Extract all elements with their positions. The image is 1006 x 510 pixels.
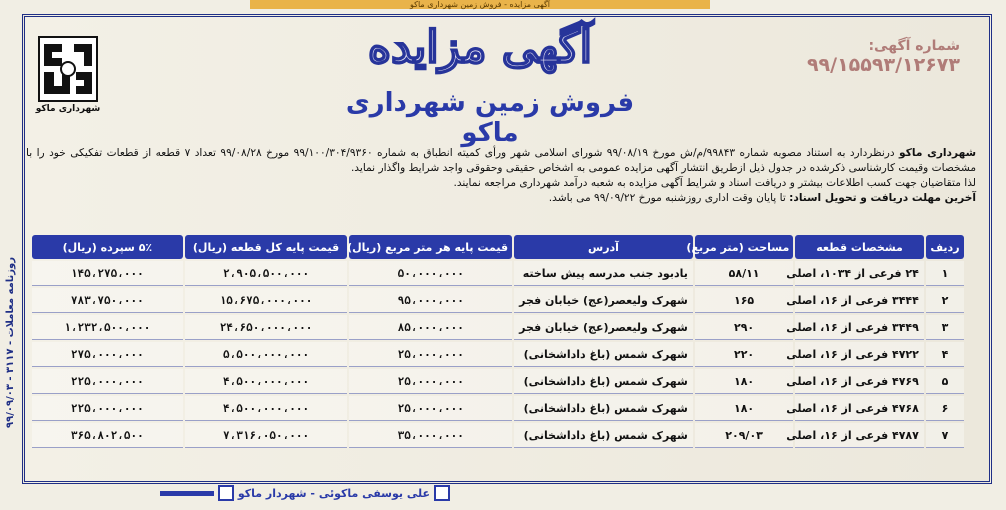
emblem-icon: [38, 36, 98, 102]
signature-footer: [160, 481, 450, 505]
cell-row-number: ۳: [926, 315, 964, 340]
cell-price-per-sqm: ۸۵،۰۰۰،۰۰۰: [349, 315, 512, 340]
side-label-text: روزنامه معاملات - ۳۱۱۷ - ۹۹/۰۹/۰۳: [4, 257, 16, 428]
cell-area: ۵۸/۱۱: [695, 261, 793, 286]
cell-deposit: ۳۶۵،۸۰۲،۵۰۰: [32, 423, 183, 448]
cell-parcel-spec: ۴۷۲۲ فرعی از ۱۶، اصلی: [795, 342, 924, 367]
header-price-per-sqm: قیمت پایه هر متر مربع (ریال): [349, 235, 512, 259]
page-subtitle: فروش زمین شهرداری ماکو: [345, 88, 635, 148]
cell-parcel-spec: ۴۷۸۷ فرعی از ۱۶، اصلی: [795, 423, 924, 448]
municipality-logo: [30, 36, 106, 130]
cell-price-per-sqm: ۲۵،۰۰۰،۰۰۰: [349, 342, 512, 367]
body-paragraph-2: لذا متقاضیان جهت کسب اطلاعات بیشتر و دریافت اسناد و شرایط آگهی مزایده به شعبه درآمد شهرداری مراجعه نمایند.: [453, 177, 976, 189]
ad-number-label: شماره آگهی:: [868, 38, 960, 54]
cell-total-price: ۴،۵۰۰،۰۰۰،۰۰۰: [185, 396, 348, 421]
footer-box-left: [218, 485, 234, 501]
cell-row-number: ۴: [926, 342, 964, 367]
cell-parcel-spec: ۴۷۶۹ فرعی از ۱۶، اصلی: [795, 369, 924, 394]
cell-parcel-spec: ۴۷۶۸ فرعی از ۱۶، اصلی: [795, 396, 924, 421]
cell-deposit: ۲۲۵،۰۰۰،۰۰۰: [32, 396, 183, 421]
table-row: [32, 342, 964, 367]
cell-area: ۲۹۰: [695, 315, 793, 340]
header-area: مساحت (متر مربع): [695, 235, 793, 259]
cell-price-per-sqm: ۲۵،۰۰۰،۰۰۰: [349, 396, 512, 421]
cell-area: ۲۰۹/۰۳: [695, 423, 793, 448]
body-text-1: درنظردارد به استناد مصوبه شماره ۹۹۸۴۳/م/ش مورخ ۹۹/۰۸/۱۹ شورای اسلامی شهر ورأی کمیته انطباق به شماره ۹۹/۱۰۰/۳۰۴/۹۳۶۰ مورخ ۹۹/۰۸/۲۸ تعداد ۷ قطعه از قطعات تفکیکی خود را با مشخصات وقیمت کارشناسی ذکرشده در جدول ذیل ازطریق انتشار آگهی مزایده عمومی به اشخاص حقیقی وحقوقی واجد شرایط واگذار نماید.: [26, 147, 976, 174]
footer-rule: [160, 491, 214, 496]
cell-address: شهرک شمس (باغ داداشخانی): [514, 396, 693, 421]
cell-total-price: ۵،۵۰۰،۰۰۰،۰۰۰: [185, 342, 348, 367]
notice-body: [26, 146, 976, 206]
cell-address: شهرک شمس (باغ داداشخانی): [514, 423, 693, 448]
cell-price-per-sqm: ۹۵،۰۰۰،۰۰۰: [349, 288, 512, 313]
cell-price-per-sqm: ۲۵،۰۰۰،۰۰۰: [349, 369, 512, 394]
cell-deposit: ۷۸۳،۷۵۰،۰۰۰: [32, 288, 183, 313]
cell-deposit: ۱۴۵،۲۷۵،۰۰۰: [32, 261, 183, 286]
cell-address: شهرک ولیعصر(عج) خیابان فجر: [514, 315, 693, 340]
cell-deposit: ۲۲۵،۰۰۰،۰۰۰: [32, 369, 183, 394]
body-paragraph-1: [26, 146, 976, 176]
footer-box-right: [434, 485, 450, 501]
cell-total-price: ۱۵،۶۷۵،۰۰۰،۰۰۰: [185, 288, 348, 313]
cell-parcel-spec: ۲۴ فرعی از ۱۰۳۴، اصلی: [795, 261, 924, 286]
cell-address: یادبود جنب مدرسه پیش ساخته: [514, 261, 693, 286]
cell-row-number: ۷: [926, 423, 964, 448]
logo-caption: شهرداری ماکو: [35, 104, 101, 114]
cell-area: ۱۸۰: [695, 369, 793, 394]
ad-number: [760, 38, 960, 76]
table-header-row: [32, 235, 964, 259]
cell-address: شهرک شمس (باغ داداشخانی): [514, 342, 693, 367]
cell-row-number: ۱: [926, 261, 964, 286]
cell-price-per-sqm: ۵۰،۰۰۰،۰۰۰: [349, 261, 512, 286]
deadline-line: [26, 191, 976, 206]
mayor-signature: علی یوسفی ماکوئی - شهردار ماکو: [237, 486, 430, 500]
cell-total-price: ۲،۹۰۵،۵۰۰،۰۰۰: [185, 261, 348, 286]
header-parcel-spec: مشخصات قطعه: [795, 235, 924, 259]
cell-area: ۱۶۵: [695, 288, 793, 313]
deadline-label: آخرین مهلت دریافت و تحویل اسناد:: [789, 192, 976, 204]
table-row: [32, 288, 964, 313]
cell-row-number: ۲: [926, 288, 964, 313]
parcels-table: [30, 233, 966, 450]
table-row: [32, 396, 964, 421]
header-deposit: ۵٪ سپرده (ریال): [32, 235, 183, 259]
table-row: [32, 423, 964, 448]
cell-address: شهرک ولیعصر(عج) خیابان فجر: [514, 288, 693, 313]
header-row-number: ردیف: [926, 235, 964, 259]
cell-total-price: ۴،۵۰۰،۰۰۰،۰۰۰: [185, 369, 348, 394]
deadline-text: تا پایان وقت اداری روزشنبه مورخ ۹۹/۰۹/۲۲ می باشد.: [548, 192, 790, 204]
cell-price-per-sqm: ۳۵،۰۰۰،۰۰۰: [349, 423, 512, 448]
header-total-price: قیمت پایه کل قطعه (ریال): [185, 235, 348, 259]
table-row: [32, 261, 964, 286]
cell-parcel-spec: ۳۴۴۴ فرعی از ۱۶، اصلی: [795, 288, 924, 313]
body-lead: شهرداری ماکو: [899, 147, 976, 159]
cell-area: ۲۲۰: [695, 342, 793, 367]
page-title: آگهی مزایده: [368, 22, 592, 73]
cell-total-price: ۲۴،۶۵۰،۰۰۰،۰۰۰: [185, 315, 348, 340]
cell-deposit: ۲۷۵،۰۰۰،۰۰۰: [32, 342, 183, 367]
cell-row-number: ۶: [926, 396, 964, 421]
cell-area: ۱۸۰: [695, 396, 793, 421]
table-row: [32, 369, 964, 394]
cell-row-number: ۵: [926, 369, 964, 394]
ad-number-value: ۹۹/۱۵۵۹۳/۱۲۶۷۳: [806, 54, 960, 76]
header-address: آدرس: [514, 235, 693, 259]
side-label: [0, 255, 20, 430]
cell-parcel-spec: ۳۴۴۹ فرعی از ۱۶، اصلی: [795, 315, 924, 340]
cell-total-price: ۷،۳۱۶،۰۵۰،۰۰۰: [185, 423, 348, 448]
top-strip: آگهی مزایده - فروش زمین شهرداری ماکو: [250, 0, 710, 9]
cell-address: شهرک شمس (باغ داداشخانی): [514, 369, 693, 394]
table-row: [32, 315, 964, 340]
cell-deposit: ۱،۲۳۲،۵۰۰،۰۰۰: [32, 315, 183, 340]
